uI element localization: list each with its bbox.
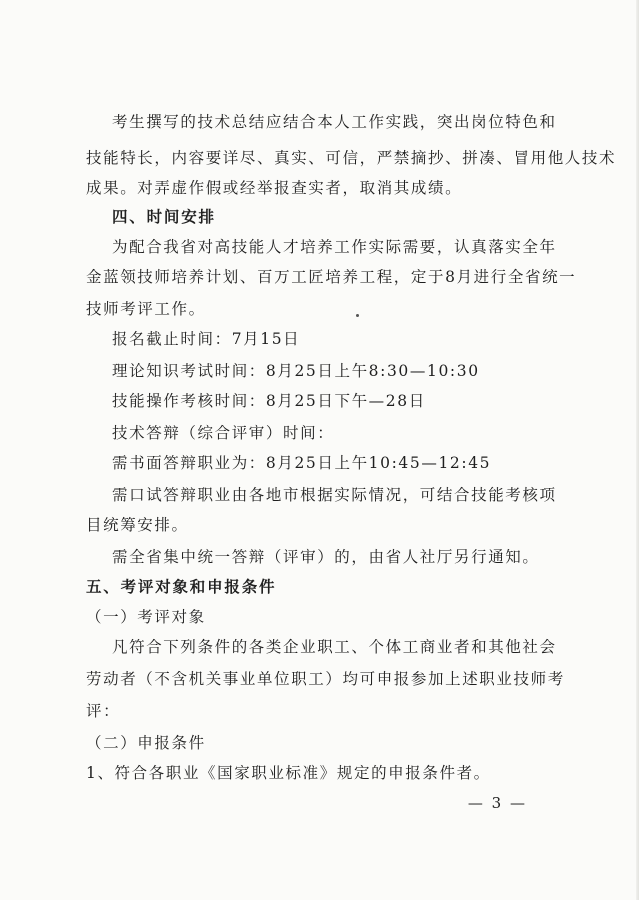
subsection-heading: （二）申报条件 [86, 734, 206, 752]
paragraph-line: 为配合我省对高技能人才培养工作实际需要，认真落实全年 [112, 238, 557, 256]
paragraph-line: 1、符合各职业《国家职业标准》规定的申报条件者。 [86, 764, 491, 782]
paragraph-line: 技能特长，内容要详尽、真实、可信，严禁摘抄、拼凑、冒用他人技术 [86, 149, 617, 167]
paragraph-line: 考生撰写的技术总结应结合本人工作实践，突出岗位特色和 [112, 113, 557, 131]
schedule-item: 理论知识考试时间：8月25日上午8:30—10:30 [112, 362, 480, 380]
paragraph-line: 凡符合下列条件的各类企业职工、个体工商业者和其他社会 [112, 638, 557, 656]
page-number: — 3 — [467, 794, 527, 812]
paragraph-line: 需口试答辩职业由各地市根据实际情况，可结合技能考核项 [112, 486, 557, 504]
section-heading-schedule: 四、时间安排 [112, 207, 216, 226]
schedule-item: 报名截止时间：7月15日 [112, 330, 301, 348]
schedule-item: 技术答辩（综合评审）时间： [112, 424, 335, 442]
paragraph-line: 金蓝领技师培养计划、百万工匠培养工程，定于8月进行全省统一 [86, 268, 577, 286]
paragraph-line: 技师考评工作。 [86, 300, 206, 318]
paragraph-line: 成果。对弄虚作假或经举报查实者，取消其成绩。 [86, 179, 463, 197]
paragraph-line: 评： [86, 702, 121, 720]
paragraph-line: 需全省集中统一答辩（评审）的，由省人社厅另行通知。 [112, 548, 540, 566]
schedule-item: 需书面答辩职业为：8月25日上午10:45—12:45 [112, 454, 492, 472]
paragraph-line: 劳动者（不含机关事业单位职工）均可申报参加上述职业技师考 [86, 670, 565, 688]
schedule-item: 技能操作考核时间：8月25日下午—28日 [112, 392, 426, 410]
paragraph-line: 目统筹安排。 [86, 516, 189, 534]
subsection-heading: （一）考评对象 [86, 608, 206, 626]
section-heading-eligibility: 五、考评对象和申报条件 [86, 577, 277, 596]
scan-speck [356, 314, 359, 317]
